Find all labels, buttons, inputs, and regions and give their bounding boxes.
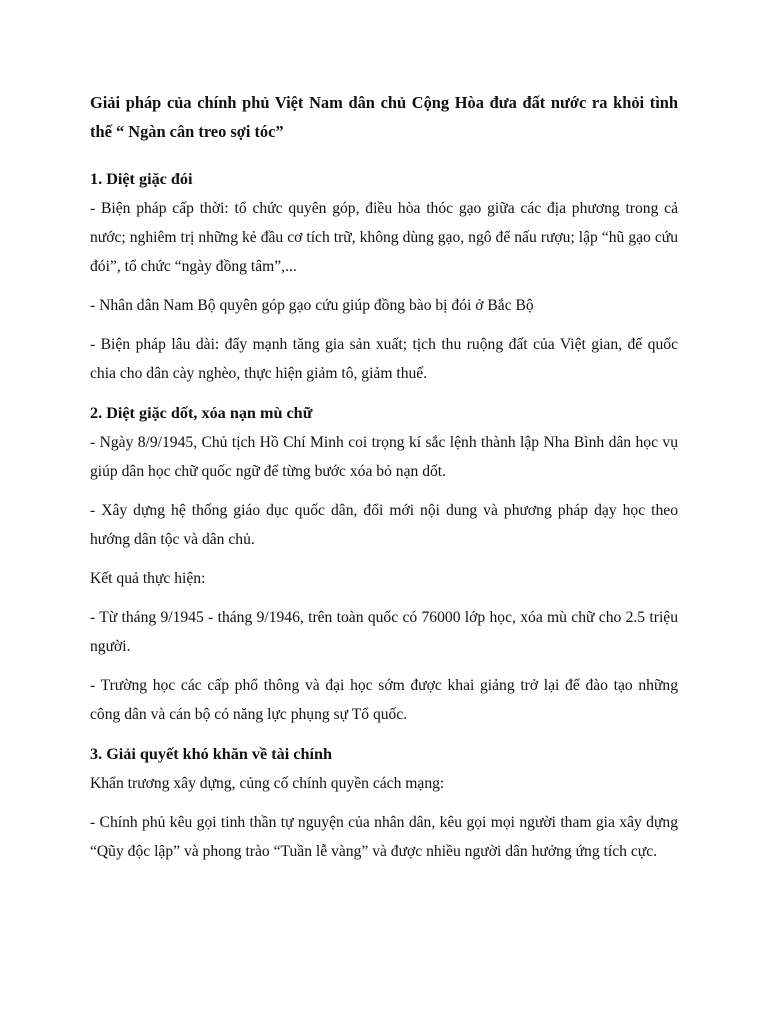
- paragraph: - Xây dựng hệ thống giáo dục quốc dân, đổi mới nội dung và phương pháp dạy học theo hướng dân tộc và dân chủ.: [90, 502, 678, 548]
- section-heading: 2. Diệt giặc dốt, xóa nạn mù chữ: [90, 404, 313, 422]
- paragraph: - Nhân dân Nam Bộ quyên góp gạo cứu giúp đồng bào bị đói ở Bắc Bộ: [90, 297, 534, 314]
- section-heading: 1. Diệt giặc đói: [90, 170, 193, 188]
- paragraph: - Biện pháp cấp thời: tổ chức quyên góp, điều hòa thóc gạo giữa các địa phương trong cả nước; nghiêm trị những kẻ đầu cơ tích trữ, không dùng gạo, ngô để nấu rượu; lập “hũ gạo cứu đói”, tổ chức “ngày đồng tâm”,...: [90, 200, 678, 275]
- paragraph: - Biện pháp lâu dài: đẩy mạnh tăng gia sản xuất; tịch thu ruộng đất của Việt gian, đế quốc chia cho dân cày nghèo, thực hiện giảm tô, giảm thuế.: [90, 336, 678, 382]
- paragraph: - Trường học các cấp phổ thông và đại học sớm được khai giảng trở lại để đào tạo những công dân và cán bộ có năng lực phụng sự Tổ quốc.: [90, 677, 678, 723]
- paragraph: - Chính phủ kêu gọi tinh thần tự nguyện của nhân dân, kêu gọi mọi người tham gia xây dựng “Qũy độc lập” và phong trào “Tuần lễ vàng” và được nhiều người dân hưởng ứng tích cực.: [90, 814, 678, 860]
- section-diet-giac-doi: [90, 164, 678, 388]
- paragraph: Khẩn trương xây dựng, củng cố chính quyền cách mạng:: [90, 775, 445, 792]
- paragraph: Kết quả thực hiện:: [90, 570, 206, 587]
- paragraph: - Từ tháng 9/1945 - tháng 9/1946, trên toàn quốc có 76000 lớp học, xóa mù chữ cho 2.5 triệu người.: [90, 609, 678, 655]
- section-tai-chinh: [90, 739, 678, 866]
- document-title: Giải pháp của chính phủ Việt Nam dân chủ Cộng Hòa đưa đất nước ra khỏi tình thế “ Ngàn cân treo sợi tóc”: [90, 93, 678, 141]
- section-heading: 3. Giải quyết khó khăn về tài chính: [90, 745, 332, 763]
- section-diet-giac-dot: [90, 398, 678, 729]
- paragraph: - Ngày 8/9/1945, Chủ tịch Hồ Chí Minh coi trọng kí sắc lệnh thành lập Nha Bình dân học vụ giúp dân học chữ quốc ngữ để từng bước xóa bỏ nạn dốt.: [90, 434, 678, 480]
